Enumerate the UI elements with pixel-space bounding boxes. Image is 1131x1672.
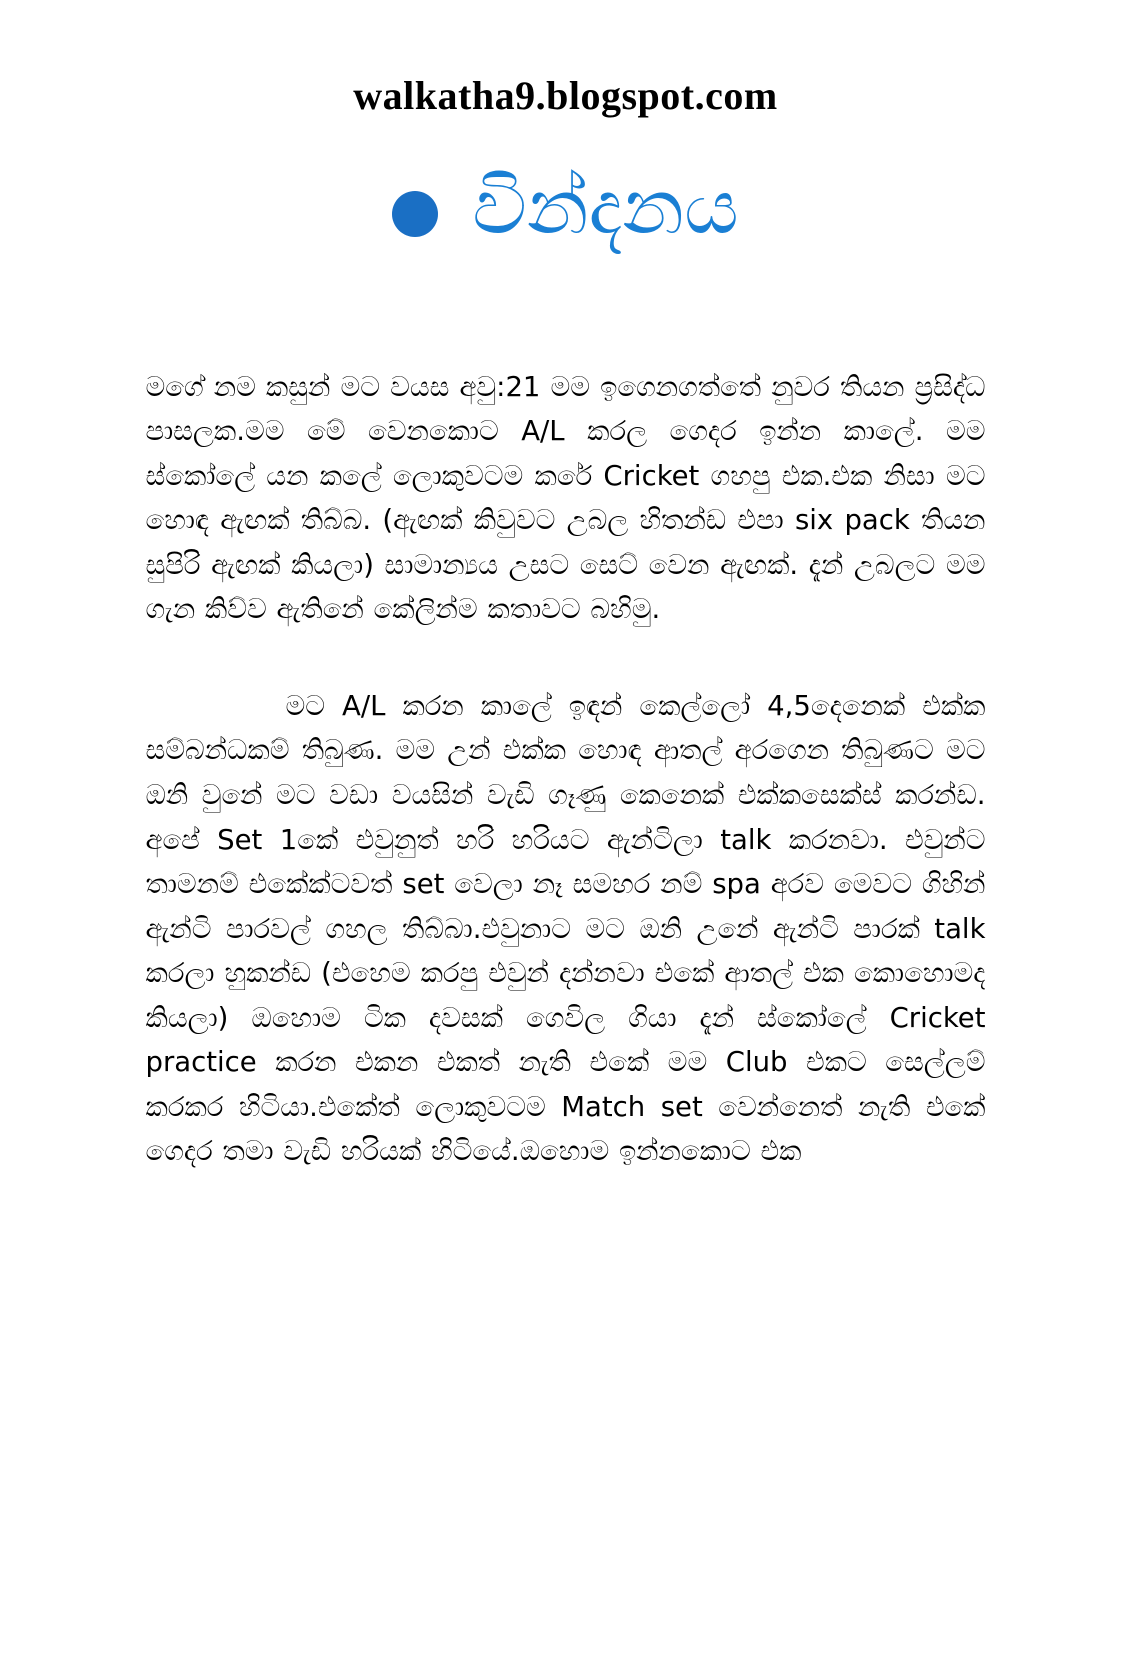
title-row [0, 162, 1131, 251]
paragraph: මගේ නම කසුන් මට වයස අවු:21 මම ඉගෙනගත්තේ නුවර තියන ප්‍රසිද්ධ පාසලක.මම මේ වෙනකොට A/L කරල ගෙදර ඉන්න කාලේ. මම ස්කෝලේ යන කලේ ලොකුවටම කරේ Cricket ගහපු එක.එක නිසා මට හොඳ ඇඟක් තිබ්බ. (ඇඟක් කිවුවට උබල හිතන්ඩ එපා six pack තියන සුපිරි ඇඟක් කියලා) සාමාන්‍යය උසට සෙට් වෙන ඇඟක්. දැන් උබලට මම ගැන කිව්ව ඇතිනේ කේලින්ම කතාවට බහිමු. [145, 370, 986, 626]
site-url-header: walkatha9.blogspot.com [353, 73, 778, 118]
paragraph: මට A/L කරන කාලේ ඉඳන් කෙල්ලෝ 4,5දෙනෙක් එක්ක සම්බන්ධකම් තිබුණ. මම උන් එක්ක හොඳ ආතල් අරගෙන තිබුණට මට ඔනි වුනේ මට වඩා වයසින් වැඩි ගෑණු කෙනෙක් එක්කසෙක්ස් කරන්ඩ. අපේ Set 1කේ එවුනුත් හරි හරියට ඇන්ටිලා talk කරනවා. එවුන්ට තාමනම් එකේක්ටවත් set වෙලා නෑ සමහර නම් spa අරව මෙවට ගිහින් ඇන්ටි පාරවල් ගහල තිබ්බා.එවුනාට මට ඔනි උනේ ඇන්ටි පාරක් talk කරලා හුකන්ඩ (එහෙම කරපු එවුන් දන්නවා එකේ ආතල් එක කොහොමද කියලා) ඔහොම ටික දවසක් ගෙවිල ගියා දැන් ස්කෝලේ Cricket practice කරන එකන එකත් නැති එකේ මම Club එකට සෙල්ලම් කරකර හිටියා.එකේත් ලොකුවටම Match set වෙන්නෙත් නැති එකේ ගෙදර තමා වැඩි හරියක් හිටියේ.ඔහොම ඉන්නකොට එක [145, 689, 986, 1168]
filled-circle-bullet-icon [392, 191, 438, 237]
page-title: වින්දනය [472, 162, 739, 251]
article-body [146, 249, 986, 1174]
document-page [0, 72, 1131, 1672]
